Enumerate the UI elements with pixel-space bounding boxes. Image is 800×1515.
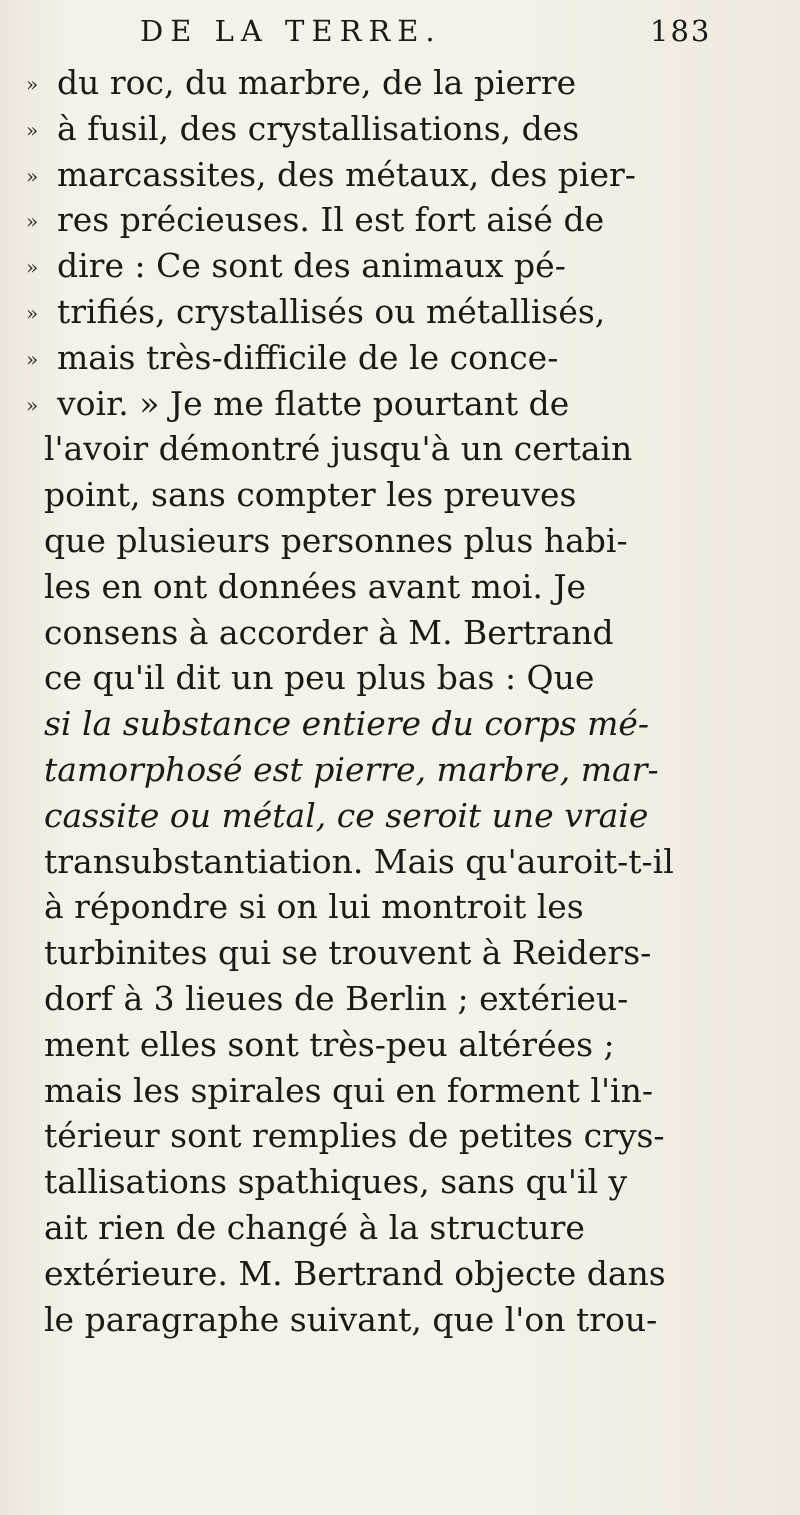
quotation-marker: » [26,163,39,188]
text-line [0,152,800,198]
text-line [0,381,800,427]
line-text: transubstantiation. Mais qu'auroit-t-il [44,841,674,881]
text-line [0,335,800,381]
text-line [0,1022,800,1068]
line-text: voir. » Je me flatte pourtant de [57,383,570,423]
text-line [0,60,800,106]
line-text: ait rien de changé à la structure [44,1207,585,1247]
text-line [0,426,800,472]
text-line [0,884,800,930]
text-line [0,1159,800,1205]
text-line [0,106,800,152]
page-header [140,14,780,54]
text-line [0,701,800,747]
quotation-marker: » [26,392,39,417]
line-text: du roc, du marbre, de la pierre [57,63,577,102]
line-text: ce qu'il dit un peu plus bas : Que [44,658,595,698]
text-line [0,1297,800,1343]
text-line [0,793,800,839]
text-line [0,243,800,289]
quotation-marker: » [26,117,39,142]
text-line [0,197,800,243]
line-text: si la substance entiere du corps mé- [44,704,650,744]
quotation-marker: » [26,255,39,280]
line-text: à fusil, des crystallisations, des [57,108,580,148]
quotation-marker: » [26,209,39,234]
text-line [0,1205,800,1251]
line-text: point, sans compter les preuves [44,475,577,515]
line-text: dire : Ce sont des animaux pé- [57,246,566,286]
body-text [0,60,800,1342]
line-text: les en ont données avant moi. Je [44,566,587,606]
page-number: 183 [650,14,712,48]
text-line [0,839,800,885]
line-text: tamorphosé est pierre, marbre, mar- [44,749,659,789]
line-text: turbinites qui se trouvent à Reiders- [44,933,652,973]
line-text: extérieure. M. Bertrand objecte dans [44,1253,666,1293]
line-text: ment elles sont très-peu altérées ; [44,1024,615,1064]
line-text: trifiés, crystallisés ou métallisés, [57,291,606,331]
line-text: que plusieurs personnes plus habi- [44,520,628,560]
text-line [0,564,800,610]
line-text: consens à accorder à M. Bertrand [44,612,614,652]
text-line [0,930,800,976]
text-line [0,289,800,335]
text-line [0,976,800,1022]
line-text: tallisations spathiques, sans qu'il y [44,1162,628,1202]
text-line [0,610,800,656]
text-line [0,747,800,793]
line-text: mais très-difficile de le conce- [57,337,559,377]
text-line [0,1113,800,1159]
text-line [0,1068,800,1114]
line-text: cassite ou métal, ce seroit une vraie [44,795,649,835]
line-text: mais les spirales qui en forment l'in- [44,1070,653,1110]
line-text: dorf à 3 lieues de Berlin ; extérieu- [44,978,629,1018]
line-text: le paragraphe suivant, que l'on trou- [44,1299,658,1339]
text-line [0,1251,800,1297]
quotation-marker: » [26,346,39,371]
line-text: à répondre si on lui montroit les [44,887,584,927]
line-text: l'avoir démontré jusqu'à un certain [44,429,633,469]
text-line [0,518,800,564]
line-text: res précieuses. Il est fort aisé de [57,200,605,240]
line-text: marcassites, des métaux, des pier- [57,154,636,194]
text-line [0,655,800,701]
line-text: térieur sont remplies de petites crys- [44,1116,665,1156]
text-line [0,472,800,518]
quotation-marker: » [26,300,39,325]
running-head: DE LA TERRE. [140,14,442,48]
quotation-marker: » [26,72,39,96]
